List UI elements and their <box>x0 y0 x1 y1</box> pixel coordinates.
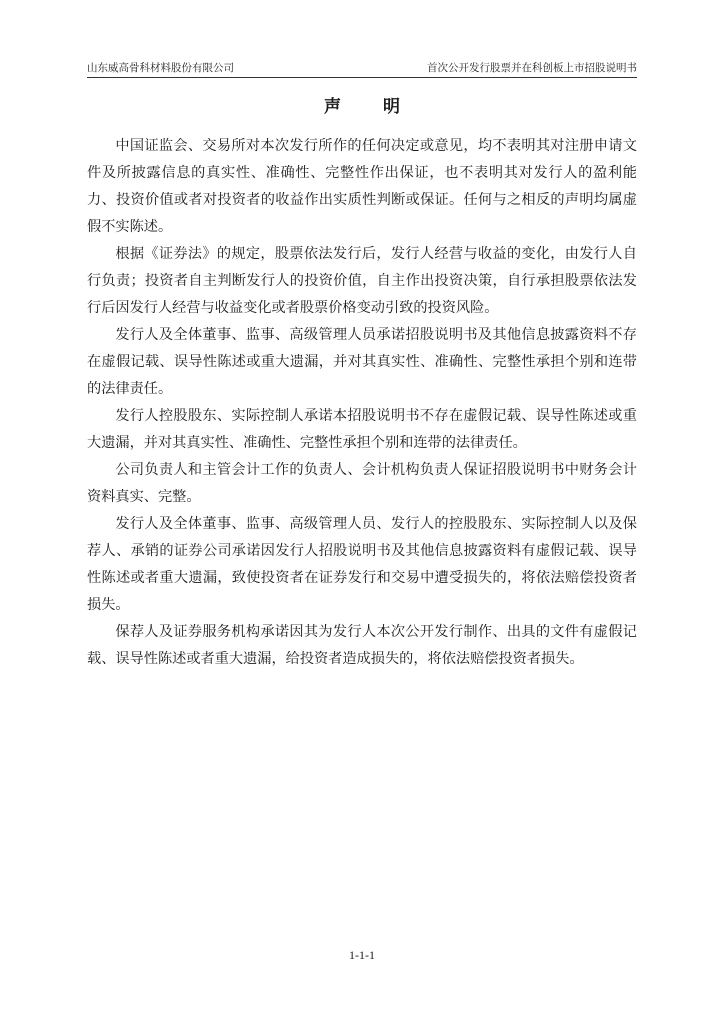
page-number: 1-1-1 <box>349 948 375 962</box>
paragraph: 发行人控股股东、实际控制人承诺本招股说明书不存在虚假记载、误导性陈述或重大遗漏，并对其真实性、准确性、完整性承担个别和连带的法律责任。 <box>87 408 637 451</box>
header-document-title: 首次公开发行股票并在科创板上市招股说明书 <box>427 62 637 74</box>
page-header <box>87 60 637 76</box>
paragraph: 发行人及全体董事、监事、高级管理人员承诺招股说明书及其他信息披露资料不存在虚假记载、误导性陈述或重大遗漏，并对其真实性、准确性、完整性承担个别和连带的法律责任。 <box>87 327 637 397</box>
paragraph: 中国证监会、交易所对本次发行所作的任何决定或意见，均不表明其对注册申请文件及所披露信息的真实性、准确性、完整性作出保证，也不表明其对发行人的盈利能力、投资价值或者对投资者的收益作出实质性判断或保证。任何与之相反的声明均属虚假不实陈述。 <box>87 138 637 235</box>
header-divider <box>87 77 637 78</box>
declaration-body <box>87 133 637 673</box>
paragraph: 保荐人及证券服务机构承诺因其为发行人本次公开发行制作、出具的文件有虚假记载、误导性陈述或者重大遗漏，给投资者造成损失的，将依法赔偿投资者损失。 <box>87 624 637 667</box>
paragraph: 发行人及全体董事、监事、高级管理人员、发行人的控股股东、实际控制人以及保荐人、承销的证券公司承诺因发行人招股说明书及其他信息披露资料有虚假记载、误导性陈述或者重大遗漏，致使投资者在证券发行和交易中遭受损失的，将依法赔偿投资者损失。 <box>87 516 637 613</box>
header-company-name: 山东威高骨科材料股份有限公司 <box>87 62 234 74</box>
paragraph: 公司负责人和主管会计工作的负责人、会计机构负责人保证招股说明书中财务会计资料真实、完整。 <box>87 462 637 505</box>
page-title: 声 明 <box>324 97 418 117</box>
paragraph: 根据《证券法》的规定，股票依法发行后，发行人经营与收益的变化，由发行人自行负责；投资者自主判断发行人的投资价值，自主作出投资决策，自行承担股票依法发行后因发行人经营与收益变化或者股票价格变动引致的投资风险。 <box>87 246 637 316</box>
